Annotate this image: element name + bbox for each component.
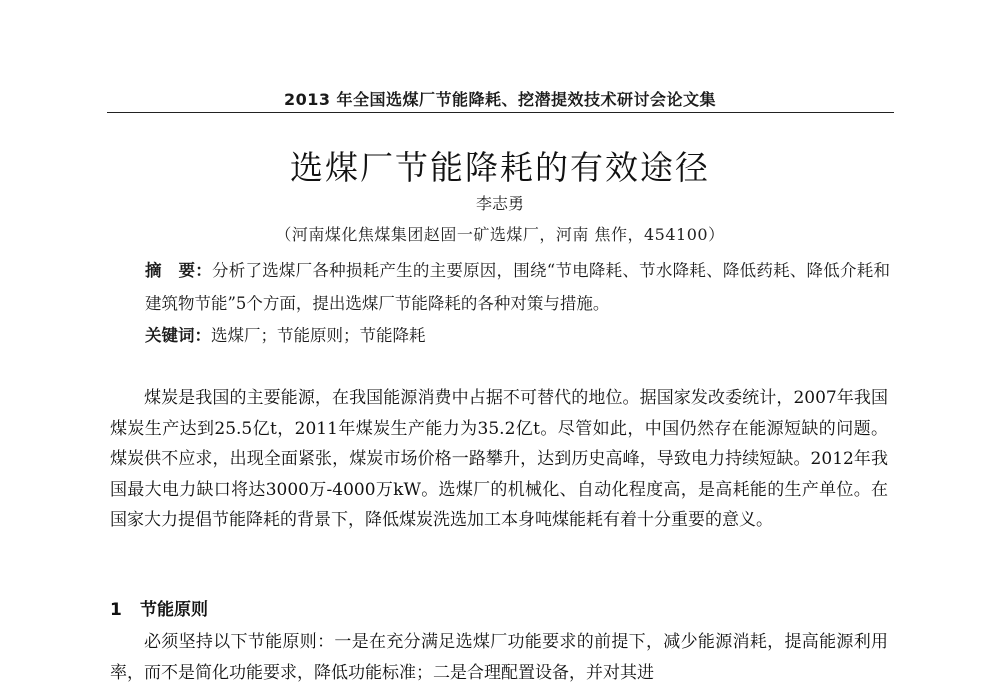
keywords-text: 选煤厂；节能原则；节能降耗 <box>211 326 426 345</box>
running-header: 2013 年全国选煤厂节能降耗、挖潜提效技术研讨会论文集 <box>283 90 717 109</box>
keywords-label: 关键词： <box>145 326 211 345</box>
paper-title: 选煤厂节能降耗的有效途径 <box>290 148 710 187</box>
section-number: 1 <box>110 600 122 620</box>
section-title: 节能原则 <box>140 600 208 620</box>
section-heading <box>110 595 208 620</box>
body-paragraph: 煤炭是我国的主要能源，在我国能源消费中占据不可替代的地位。据国家发改委统计，2007年我国煤炭生产达到25.5亿t，2011年煤炭生产能力为35.2亿t。尽管如此，中国仍然存在能源短缺的问题。煤炭供不应求，出现全面紧张，煤炭市场价格一路攀升，达到历史高峰，导致电力持续短缺。2012年我国最大电力缺口将达3000万-4000万kW。选煤厂的机械化、自动化程度高，是高耗能的生产单位。在国家大力提倡节能降耗的背景下，降低煤炭洗选加工本身吨煤能耗有着十分重要的意义。 <box>110 388 888 530</box>
keywords <box>145 321 890 351</box>
abstract <box>145 254 890 320</box>
body-paragraph: 必须坚持以下节能原则：一是在充分满足选煤厂功能要求的前提下，减少能源消耗，提高能源利用率，而不是简化功能要求，降低功能标准；二是合理配置设备，并对其进 <box>110 632 888 683</box>
header-rule <box>107 112 894 113</box>
author-affiliation: （河南煤化焦煤集团赵固一矿选煤厂，河南 焦作，454100） <box>275 225 725 244</box>
abstract-label: 摘 要： <box>145 261 212 280</box>
abstract-text: 分析了选煤厂各种损耗产生的主要原因，围绕“节电降耗、节水降耗、降低药耗、降低介耗和建筑物节能”5个方面，提出选煤厂节能降耗的各种对策与措施。 <box>145 261 891 313</box>
author-name: 李志勇 <box>475 194 524 213</box>
